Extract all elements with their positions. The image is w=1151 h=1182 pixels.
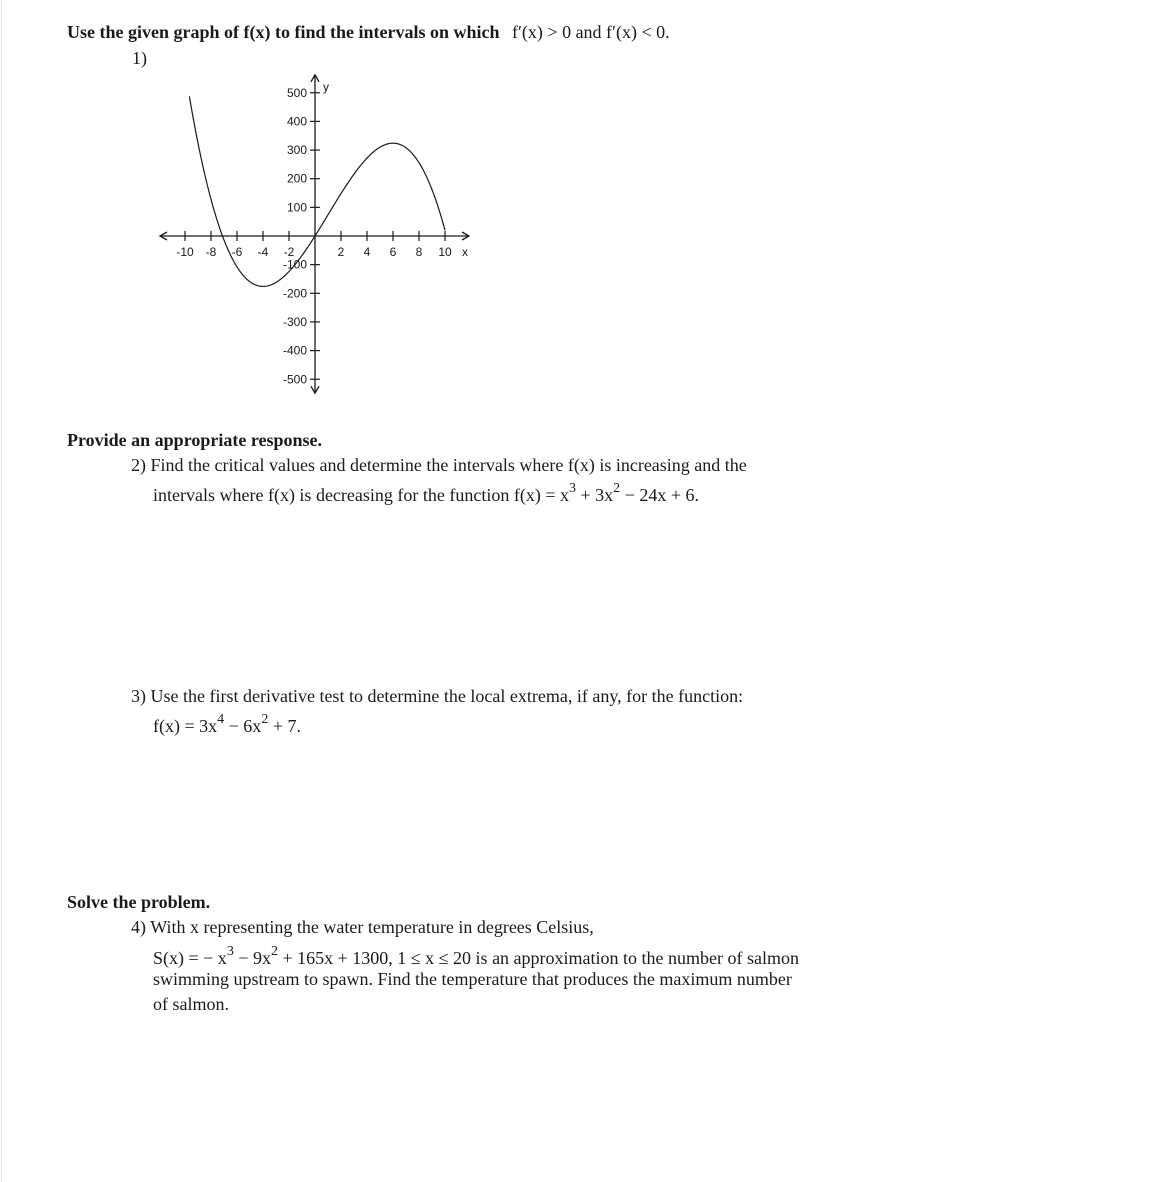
x-tick-label: -10 <box>176 245 194 259</box>
series-line-f <box>189 96 445 286</box>
y-tick-label: 100 <box>286 200 307 215</box>
function-graph <box>140 70 500 410</box>
question-4-line-4: of salmon. <box>153 994 229 1014</box>
y-tick-label: -100 <box>282 257 307 272</box>
q3-exponent-2: 2 <box>261 710 269 727</box>
q2-formula-part: intervals where f(x) is decreasing for the function f(x) = x <box>153 485 569 505</box>
q2-formula-end: − 24x + 6. <box>620 485 699 505</box>
question-4-line-3: swimming upstream to spawn. Find the temperature that produces the maximum number <box>153 969 792 989</box>
x-tick-label: -2 <box>283 245 295 259</box>
x-tick-label: -8 <box>205 245 217 259</box>
q3-exponent-1: 4 <box>217 710 225 727</box>
page-edge-line <box>1 0 2 1182</box>
x-tick-label: 4 <box>363 245 371 259</box>
question-4-number: 4) <box>131 917 146 937</box>
q3-formula-end: + 7. <box>268 716 301 736</box>
x-axis-label: x <box>462 245 468 259</box>
x-tick-label: 8 <box>415 245 423 259</box>
y-tick-label: -200 <box>282 286 307 301</box>
x-tick-label: 2 <box>337 245 345 259</box>
question-3-line-1: Use the first derivative test to determine the local extrema, if any, for the function: <box>150 686 744 706</box>
x-tick-label: -6 <box>231 245 243 259</box>
question-3-number: 3) <box>131 686 146 706</box>
question-2 <box>131 455 747 476</box>
q4-formula-end: + 165x + 1300, 1 ≤ x ≤ 20 is an approximation to the number of salmon <box>278 948 799 968</box>
question-3-formula <box>153 710 301 737</box>
heading-text: Use the given graph of f(x) to find the intervals on which <box>67 22 500 42</box>
q2-exponent-2: 2 <box>613 479 621 496</box>
graph-curve-layer <box>189 96 445 286</box>
q4-formula-mid: − 9x <box>233 948 271 968</box>
q3-formula-mid: − 6x <box>224 716 262 736</box>
section-heading-3: Solve the problem. <box>67 892 211 912</box>
question-2-formula <box>153 479 699 506</box>
y-tick-label: 300 <box>286 143 307 158</box>
graph-axes <box>160 75 469 394</box>
q3-formula-part: f(x) = 3x <box>153 716 218 736</box>
y-tick-label: 200 <box>286 171 307 186</box>
q4-formula-part: S(x) = − x <box>153 948 227 968</box>
y-tick-label: 400 <box>286 114 307 129</box>
y-tick-label: -300 <box>282 314 307 329</box>
y-tick-label: -500 <box>282 372 307 387</box>
question-4 <box>131 917 594 938</box>
graph-tick-labels <box>176 80 468 387</box>
question-4-line-1: With x representing the water temperature in degrees Celsius, <box>150 917 594 937</box>
y-tick-label: -400 <box>282 343 307 358</box>
q4-exponent-1: 3 <box>226 942 234 959</box>
section-heading-2: Provide an appropriate response. <box>67 430 323 450</box>
y-axis-label: y <box>323 79 329 94</box>
y-tick-label: 500 <box>286 85 307 100</box>
question-3 <box>131 686 743 707</box>
q4-exponent-2: 2 <box>270 942 278 959</box>
question-1-number: 1) <box>132 48 147 68</box>
x-tick-label: 10 <box>438 245 452 259</box>
x-tick-label: 6 <box>389 245 397 259</box>
x-tick-label: -4 <box>257 245 269 259</box>
q2-exponent-1: 3 <box>569 479 577 496</box>
question-4-formula <box>153 942 799 969</box>
question-2-line-1: Find the critical values and determine the intervals where f(x) is increasing and the <box>150 455 747 475</box>
q2-formula-mid: + 3x <box>576 485 614 505</box>
heading-condition: f′(x) > 0 and f′(x) < 0. <box>512 22 670 42</box>
section-heading-1 <box>67 22 670 43</box>
question-2-number: 2) <box>131 455 146 475</box>
